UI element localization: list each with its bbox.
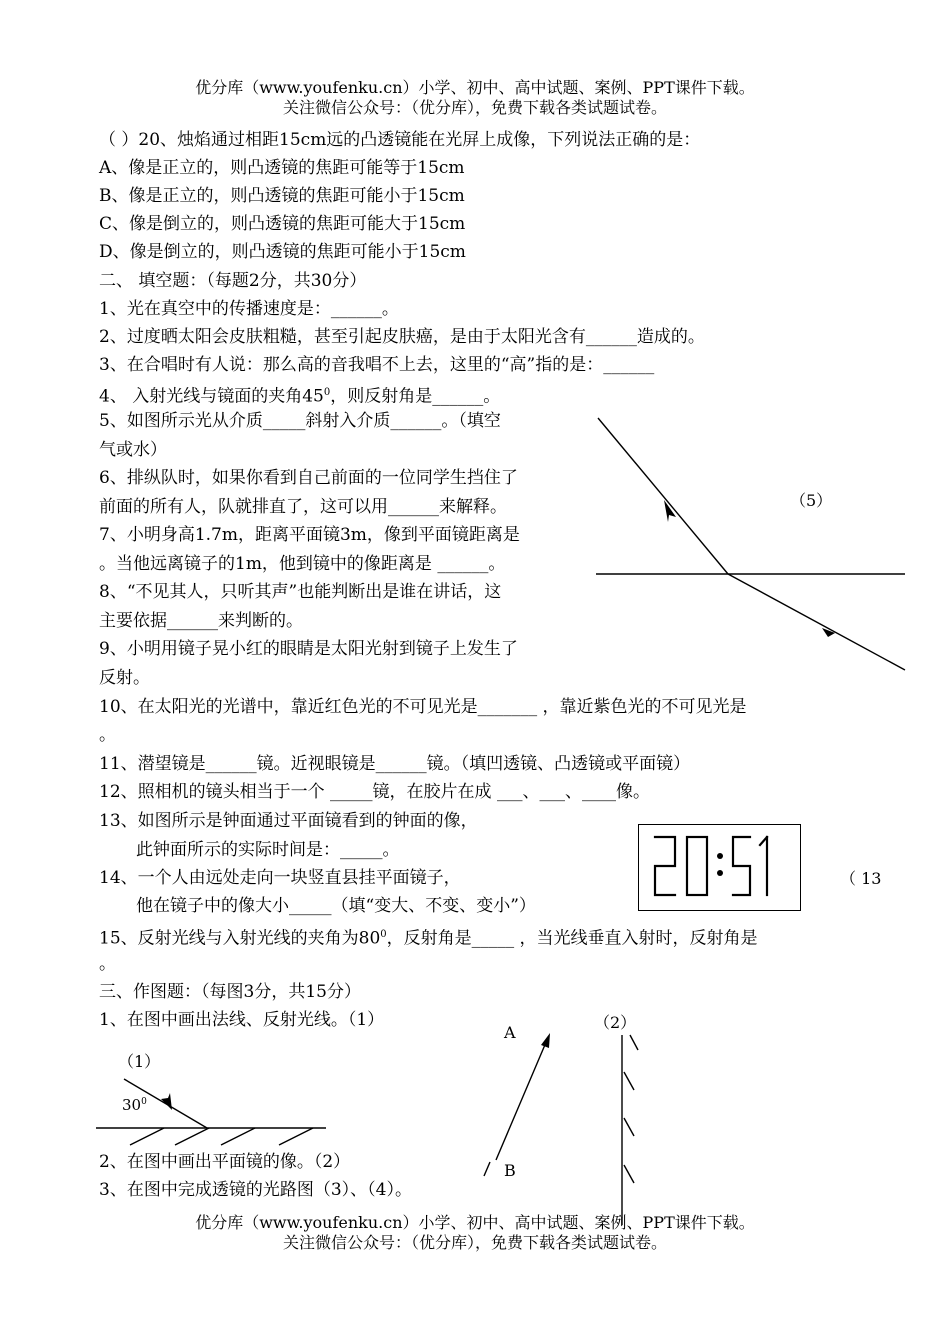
fig5-lower-arrow bbox=[822, 628, 835, 637]
fig2-object-arrow bbox=[541, 1033, 550, 1048]
fig2-hatch-3 bbox=[624, 1118, 634, 1136]
q20-option-a: A、像是正立的，则凸透镜的焦距可能等于15cm bbox=[99, 158, 465, 178]
s2-q14-line2: 他在镜子中的像大小_____（填“变大、不变、变小”） bbox=[136, 896, 536, 916]
s2-q9-line2: 反射。 bbox=[99, 668, 150, 688]
s2-q6-line2: 前面的所有人，队就排直了，这可以用______来解释。 bbox=[99, 497, 507, 517]
angle-sup: 0 bbox=[141, 1097, 147, 1107]
s3-q2: 2、在图中画出平面镜的像。（2） bbox=[99, 1152, 351, 1172]
s2-q7-line1: 7、小明身高1.7m，距离平面镜3m，像到平面镜距离是 bbox=[99, 525, 520, 545]
s2-q11: 11、潜望镜是______镜。近视眼镜是______镜。（填凹透镜、凸透镜或平面镜） bbox=[99, 754, 691, 774]
fig2-label: （2） bbox=[594, 1013, 637, 1032]
s2-q6-line1: 6、排纵队时，如果你看到自己前面的一位同学生挡住了 bbox=[99, 468, 518, 488]
s3-q1: 1、在图中画出法线、反射光线。（1） bbox=[99, 1010, 385, 1030]
s2-q10-line1: 10、在太阳光的光谱中，靠近红色光的不可见光是_______ ，靠近紫色光的不可见光是 bbox=[99, 697, 747, 717]
fig5-label: （5） bbox=[790, 491, 833, 510]
s2-q9-line1: 9、小明用镜子晃小红的眼睛是太阳光射到镜子上发生了 bbox=[99, 639, 518, 659]
fig5-upper-ray bbox=[598, 418, 728, 574]
s2-q2: 2、过度晒太阳会皮肤粗糙，甚至引起皮肤癌，是由于太阳光含有______造成的。 bbox=[99, 327, 705, 347]
fig1-hatch-2 bbox=[175, 1128, 209, 1145]
s2-q15-post: ，反射角是_____ ，当光线垂直入射时，反射角是 bbox=[386, 928, 758, 949]
s2-q15-pre: 15、反射光线与入射光线的夹角为80 bbox=[99, 928, 381, 949]
footer-line-2: 关注微信公众号：（优分库），免费下载各类试题试卷。 bbox=[282, 1233, 667, 1252]
q20-stem: （ ）20、烛焰通过相距15cm远的凸透镜能在光屏上成像，下列说法正确的是： bbox=[99, 130, 701, 150]
s2-q14-line1: 14、一个人由远处走向一块竖直县挂平面镜子， bbox=[99, 868, 461, 888]
s2-q4-sup: 0 bbox=[323, 387, 331, 398]
s2-q8-line1: 8、“不见其人，只听其声”也能判断出是谁在讲话，这 bbox=[99, 582, 502, 602]
footer-line-1: 优分库（www.youfenku.cn）小学、初中、高中试题、案例、PPT课件下载。 bbox=[195, 1213, 755, 1232]
s2-q8-line2: 主要依据______来判断的。 bbox=[99, 611, 303, 631]
s2-q15-sup: 0 bbox=[380, 929, 387, 940]
fig2-hatch-2 bbox=[624, 1072, 634, 1090]
s2-q10-line2: 。 bbox=[99, 725, 116, 745]
fig5-lower-ray bbox=[728, 574, 905, 670]
q20-option-b: B、像是正立的，则凸透镜的焦距可能小于15cm bbox=[99, 186, 465, 206]
header-line-1: 优分库（www.youfenku.cn）小学、初中、高中试题、案例、PPT课件下载。 bbox=[195, 78, 755, 97]
s2-q4-pre: 4、 入射光线与镜面的夹角45 bbox=[99, 386, 324, 407]
point-b-label: B bbox=[504, 1161, 516, 1180]
s2-q15-line2: 。 bbox=[99, 954, 116, 974]
s3-q3: 3、在图中完成透镜的光路图（3）、（4）。 bbox=[99, 1180, 412, 1200]
fig1-hatch-3 bbox=[221, 1128, 255, 1145]
s2-q5-line1: 5、如图所示光从介质_____斜射入介质______。（填空 bbox=[99, 411, 501, 431]
angle-value: 30 bbox=[122, 1096, 142, 1114]
fig2-object-b-tick bbox=[484, 1162, 490, 1176]
s2-q12: 12、照相机的镜头相当于一个 _____镜，在胶片在成 ___、___、____像。 bbox=[99, 782, 650, 802]
header-line-2: 关注微信公众号：（优分库），免费下载各类试题试卷。 bbox=[282, 98, 667, 117]
s2-q5-line2: 气或水） bbox=[99, 440, 167, 460]
fig2-object-ab bbox=[496, 1040, 547, 1160]
s2-q3: 3、在合唱时有人说：那么高的音我唱不上去，这里的“高”指的是：______ bbox=[99, 355, 655, 375]
fig5-upper-arrow bbox=[664, 500, 676, 522]
fig1-label: （1） bbox=[118, 1052, 161, 1071]
s2-q1: 1、光在真空中的传播速度是：______。 bbox=[99, 299, 399, 319]
s2-q7-line2: 。当他远离镜子的1m，他到镜中的像距离是 ______。 bbox=[99, 554, 506, 574]
fig1-hatch-4 bbox=[279, 1128, 313, 1145]
s2-q13-line1: 13、如图所示是钟面通过平面镜看到的钟面的像， bbox=[99, 811, 478, 831]
section3-title: 三、作图题：（每图3分，共15分） bbox=[99, 982, 361, 1002]
q20-option-c: C、像是倒立的，则凸透镜的焦距可能大于15cm bbox=[99, 214, 466, 234]
s2-q13-line2: 此钟面所示的实际时间是：_____。 bbox=[136, 840, 400, 860]
fig2-hatch-4 bbox=[624, 1165, 634, 1183]
point-a-label: A bbox=[504, 1023, 516, 1042]
fig2-hatch-1 bbox=[630, 1035, 638, 1050]
fig13-label: （ 13 bbox=[840, 869, 882, 888]
s2-q4-post: ，则反射角是______。 bbox=[330, 386, 501, 407]
fig1-hatch-1 bbox=[130, 1128, 164, 1145]
section2-title: 二、 填空题：（每题2分，共30分） bbox=[99, 271, 367, 291]
q20-option-d: D、像是倒立的，则凸透镜的焦距可能小于15cm bbox=[99, 242, 466, 262]
